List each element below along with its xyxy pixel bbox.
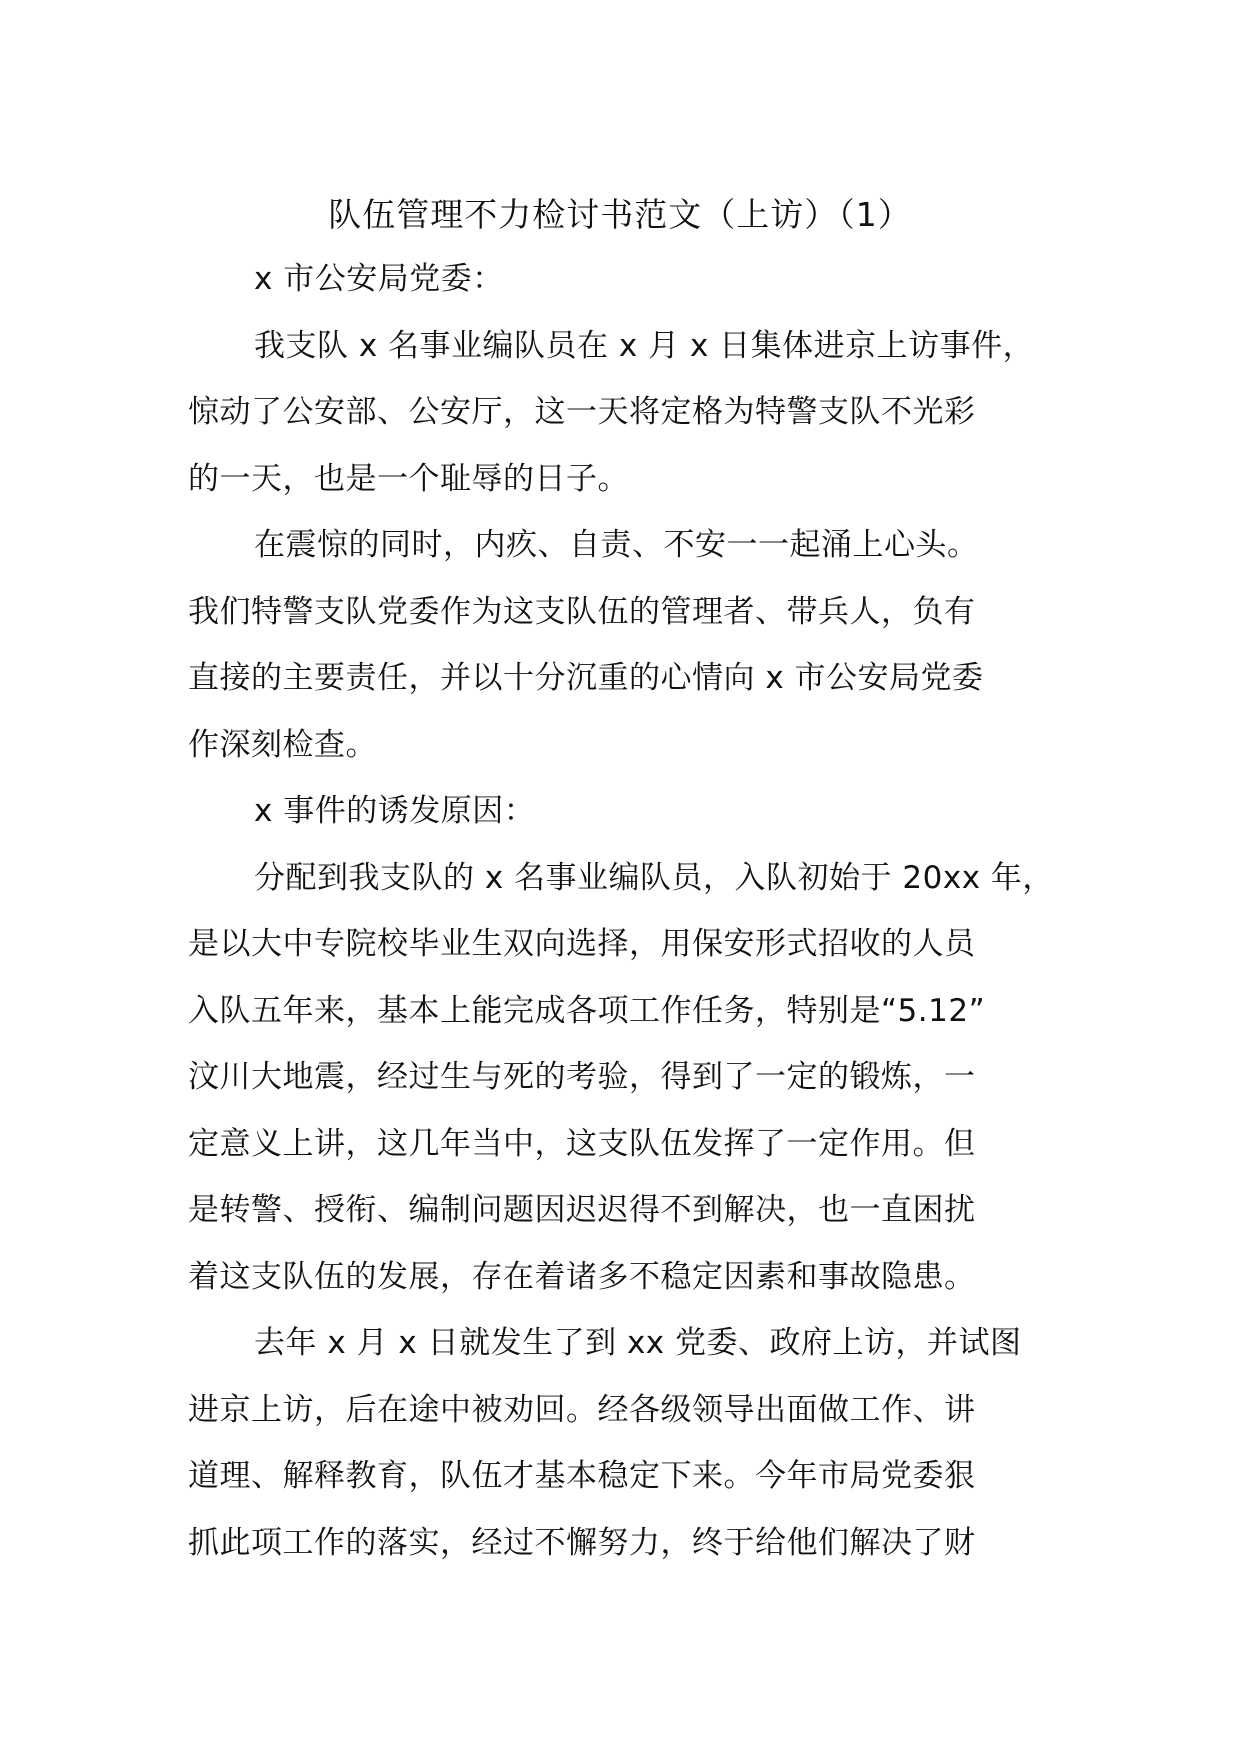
paragraph-line: 进京上访，后在途中被劝回。经各级领导出面做工作、讲 (188, 1391, 976, 1428)
paragraph-line: 惊动了公安部、公安厅，这一天将定格为特警支队不光彩 (188, 394, 976, 430)
paragraph-line: 我支队 x 名事业编队员在 x 月 x 日集体进京上访事件， (254, 327, 1035, 364)
paragraph-line: 是以大中专院校毕业生双向选择，用保安形式招收的人员 (188, 926, 976, 962)
document-title: 队伍管理不力检讨书范文（上访）（1） (328, 195, 912, 234)
paragraph-line: 在震惊的同时，内疚、自责、不安一一起涌上心头。 (254, 527, 979, 563)
paragraph-line: 去年 x 月 x 日就发生了到 xx 党委、政府上访，并试图 (254, 1325, 1022, 1361)
paragraph (188, 778, 1068, 845)
paragraph-line: 抓此项工作的落实，经过不懈努力，终于给他们解决了财 (188, 1524, 976, 1561)
paragraph-line: 的一天，也是一个耻辱的日子。 (188, 460, 629, 497)
paragraph-line: 入队五年来，基本上能完成各项工作任务，特别是“5.12” (188, 992, 986, 1029)
paragraph-line: 分配到我支队的 x 名事业编队员，入队初始于 20xx 年， (254, 859, 1054, 896)
paragraph-line: 直接的主要责任，并以十分沉重的心情向 x 市公安局党委 (188, 660, 984, 696)
paragraph-line: 汶川大地震，经过生与死的考验，得到了一定的锻炼，一 (188, 1059, 976, 1095)
paragraph-line: 是转警、授衔、编制问题因迟迟得不到解决，也一直困扰 (188, 1192, 976, 1228)
paragraph (188, 246, 1068, 313)
paragraph-line: 道理、解释教育，队伍才基本稳定下来。今年市局党委狠 (188, 1458, 976, 1494)
paragraph (188, 313, 1068, 513)
paragraph-line: 作深刻检查。 (188, 726, 377, 763)
paragraph-line: 定意义上讲，这几年当中，这支队伍发挥了一定作用。但 (188, 1125, 976, 1162)
paragraph-line: x 市公安局党委： (254, 261, 504, 297)
paragraph (188, 845, 1068, 1311)
paragraph-line: 我们特警支队党委作为这支队伍的管理者、带兵人，负有 (188, 593, 976, 630)
paragraph (188, 512, 1068, 778)
paragraph-line: x 事件的诱发原因： (254, 793, 536, 829)
document-body (188, 246, 1068, 1576)
paragraph-line: 着这支队伍的发展，存在着诸多不稳定因素和事故隐患。 (188, 1258, 976, 1295)
paragraph (188, 1310, 1068, 1576)
